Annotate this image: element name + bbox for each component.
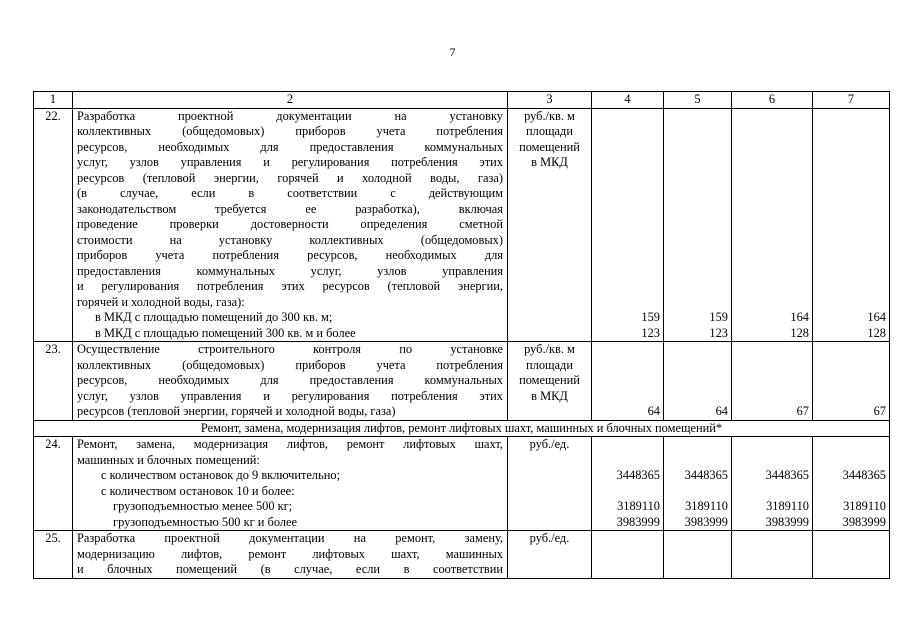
value-cell-col5: 159 123 [664,108,732,342]
header-cell: 1 [34,92,73,109]
header-cell: 5 [664,92,732,109]
header-row [34,92,890,109]
value-cell-col6: 67 [732,342,813,421]
header-cell: 4 [592,92,664,109]
value-cell-col6: 164 128 [732,108,813,342]
value-cell-col6 [732,531,813,579]
value-cell-col7: 164 128 [813,108,890,342]
unit-cell: руб./ед. [508,531,592,579]
page-number: 7 [449,45,456,59]
value-cell-col7 [813,531,890,579]
row-number: 25. [34,531,73,579]
value-cell-col4: 3448365 3189110 3983999 [592,437,664,531]
header-cell: 3 [508,92,592,109]
value-cell-col7: 67 [813,342,890,421]
unit-cell: руб./кв. м площади помещений в МКД [508,342,592,421]
value-cell-col4: 159 123 [592,108,664,342]
value-cell-col5 [664,531,732,579]
table-row-23 [34,342,890,421]
value-cell-col4 [592,531,664,579]
row-description: Разработка проектной документации на ремонт, замену, модернизацию лифтов, ремонт лифтовых шахт, машинных и блочных помещений (в случае, если в соответствии [73,531,508,579]
row-description: Разработка проектной документации на установку коллективных (общедомовых) приборов учета потребления ресурсов, необходимых для предоставления коммунальных услуг, узлов управления и регулирования потребления этих ресурсов (тепловой энергии, горячей и холодной воды, газа) (в случае, если в соответствии с действующим законодательством требуется ее разработка), включая проведение проверки достоверности определения сметной стоимости на установку коллективных (общедомовых) приборов учета потребления ресурсов, необходимых для предоставления коммунальных услуг, узлов управления и регулирования потребления этих ресурсов (тепловой энергии, горячей и холодной воды, газа): в МКД с площадью помещений до 300 кв. м; в МКД с площадью помещений 300 кв. м и более [73,108,508,342]
table-row-24 [34,437,890,531]
section-header-row [34,420,890,437]
header-cell: 2 [73,92,508,109]
unit-cell: руб./кв. м площади помещений в МКД [508,108,592,342]
row-number: 23. [34,342,73,421]
row-number: 24. [34,437,73,531]
value-cell-col7: 3448365 3189110 3983999 [813,437,890,531]
table-row-25 [34,531,890,579]
header-cell: 6 [732,92,813,109]
value-cell-col6: 3448365 3189110 3983999 [732,437,813,531]
value-cell-col5: 64 [664,342,732,421]
row-description: Ремонт, замена, модернизация лифтов, ремонт лифтовых шахт, машинных и блочных помещений: с количеством остановок до 9 включительно; с количеством остановок 10 и более: грузоподъемностью менее 500 кг; грузоподъемностью 500 кг и более [73,437,508,531]
value-cell-col4: 64 [592,342,664,421]
tariff-table [33,91,890,579]
table-row-22 [34,108,890,342]
row-number: 22. [34,108,73,342]
unit-cell: руб./ед. [508,437,592,531]
row-description: Осуществление строительного контроля по установке коллективных (общедомовых) приборов учета потребления ресурсов, необходимых для предоставления коммунальных услуг, узлов управления и регулирования потребления этих ресурсов (тепловой энергии, горячей и холодной воды, газа) [73,342,508,421]
section-title: Ремонт, замена, модернизация лифтов, ремонт лифтовых шахт, машинных и блочных помещений* [34,420,890,437]
header-cell: 7 [813,92,890,109]
value-cell-col5: 3448365 3189110 3983999 [664,437,732,531]
